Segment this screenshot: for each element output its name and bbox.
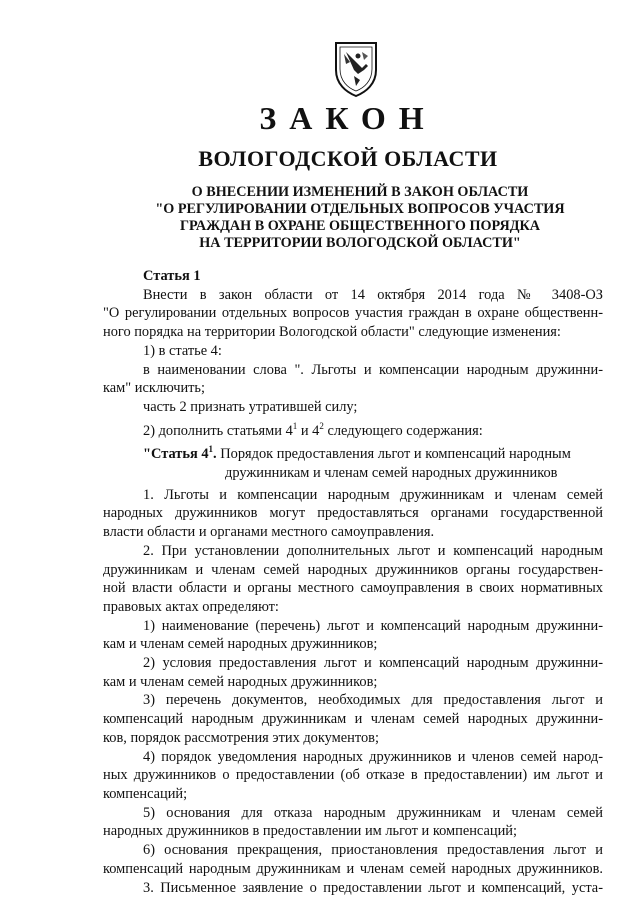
text-line: дружинникам и членам семей народных дружинников органы государствен- [103, 561, 603, 578]
superscript: 1 [292, 420, 298, 431]
text-line: 4) порядок уведомления народных дружинников и членов семей народ- [143, 748, 603, 765]
text-line: компенсаций; [103, 785, 188, 802]
text-line: 2. При установлении дополнительных льгот и компенсаций народным [143, 542, 603, 559]
text-line: 3. Письменное заявление о предоставлении льгот и компенсаций, уста- [143, 879, 603, 896]
text-fragment: и 4 [297, 422, 320, 439]
superscript: 1 [208, 444, 214, 455]
text-line: ных дружинников о предоставлении (об отказе в предоставлении) им льгот и [103, 767, 603, 784]
text-line: 5) основания для отказа народным дружинникам и членам семей [143, 804, 603, 821]
subtitle-line: ГРАЖДАН В ОХРАНЕ ОБЩЕСТВЕННОГО ПОРЯДКА [179, 218, 541, 234]
text-line: народных дружинников в предоставлении им льгот и компенсаций; [103, 823, 517, 840]
text-line: "О регулировании отдельных вопросов участия граждан в охране общественн- [103, 305, 603, 322]
law-body [103, 267, 603, 897]
law-title: ЗАКОН [259, 100, 437, 136]
text-fragment: 2) дополнить статьями 4 [143, 422, 293, 439]
text-line: 1. Льготы и компенсации народным дружинникам и членам семей [143, 486, 603, 503]
article-title: Порядок предоставления льгот и компенсаций народным [216, 446, 571, 463]
text-line: кам и членам семей народных дружинников; [103, 636, 378, 653]
article-1-heading: Статья 1 [143, 268, 201, 284]
text-line: компенсаций народным дружинникам и членам семей народных дружинни- [103, 711, 603, 728]
coat-of-arms-emblem [332, 40, 380, 98]
text-line: часть 2 признать утратившей силу; [143, 398, 358, 415]
region-title: ВОЛОГОДСКОЙ ОБЛАСТИ [198, 146, 498, 171]
text-line: Внести в закон области от 14 октября 2014 года № 3408-ОЗ [143, 286, 603, 303]
text-line: 6) основания прекращения, приостановления предоставления льгот и [143, 842, 603, 859]
text-line: дружинникам и членам семей народных дружинников [225, 465, 558, 482]
text-line: власти области и органами местного самоуправления. [103, 524, 435, 541]
superscript: 2 [319, 420, 324, 431]
article-label-dot: . [213, 446, 217, 463]
article-label: Статья 4 [151, 446, 209, 463]
text-line: ков, порядок рассмотрения этих документов; [103, 729, 379, 746]
subtitle-line: НА ТЕРРИТОРИИ ВОЛОГОДСКОЙ ОБЛАСТИ" [199, 235, 521, 251]
text-line [103, 417, 603, 441]
article-4-1-heading [103, 440, 603, 464]
quote-mark: " [143, 446, 151, 463]
text-line: народных дружинников могут предоставляться органами государственной [103, 505, 603, 522]
text-line: 3) перечень документов, необходимых для предоставления льгот и [143, 692, 603, 709]
text-line: 1) наименование (перечень) льгот и компенсаций народным дружинни- [143, 617, 603, 634]
text-line: правовых актах определяют: [103, 598, 279, 615]
text-line: 2) условия предоставления льгот и компенсаций народным дружинни- [143, 655, 603, 672]
text-line: компенсаций народным дружинникам и членам семей народных дружинников. [103, 860, 603, 877]
text-fragment: следующего содержания: [323, 422, 483, 439]
subtitle-line: О ВНЕСЕНИИ ИЗМЕНЕНИЙ В ЗАКОН ОБЛАСТИ [191, 184, 529, 200]
text-line: в наименовании слова ". Льготы и компенсации народным дружинни- [143, 361, 603, 378]
subtitle-line: "О РЕГУЛИРОВАНИИ ОТДЕЛЬНЫХ ВОПРОСОВ УЧАСТИЯ [155, 201, 565, 217]
text-line: ного порядка на территории Вологодской области" следующие изменения: [103, 324, 561, 341]
law-subtitle [120, 184, 600, 252]
text-line: кам и членам семей народных дружинников; [103, 673, 378, 690]
text-line: кам" исключить; [103, 380, 205, 397]
text-line: ной власти области и органы местного самоуправления в своих нормативных [103, 580, 603, 597]
text-line: 1) в статье 4: [143, 342, 222, 359]
